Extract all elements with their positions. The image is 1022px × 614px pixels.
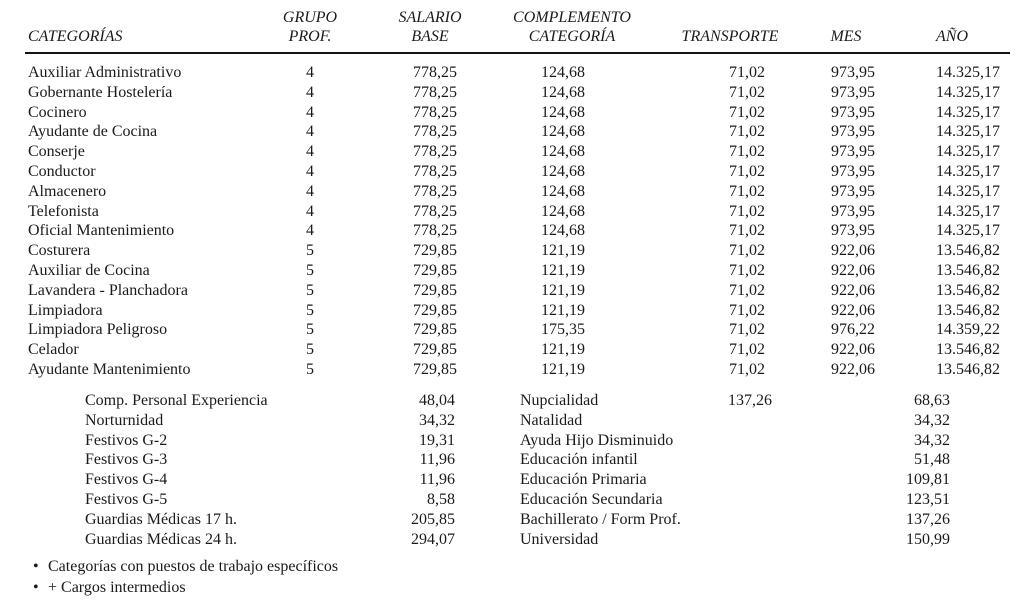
cell-categoria: Conductor	[28, 162, 96, 180]
cell-complemento-categoria: 121,19	[541, 242, 585, 260]
cell-ano: 14.325,17	[936, 202, 1000, 220]
cell-transporte: 71,02	[729, 202, 765, 220]
table-row	[0, 281, 1022, 301]
supplement-right-value: 150,99	[906, 530, 950, 548]
cell-mes: 973,95	[831, 64, 875, 81]
cell-complemento-categoria: 175,35	[541, 321, 585, 339]
supplement-row	[0, 411, 1022, 431]
supplement-row	[0, 510, 1022, 530]
cell-salario-base: 729,85	[413, 242, 457, 260]
cell-categoria: Auxiliar de Cocina	[28, 261, 150, 279]
cell-complemento-categoria: 124,68	[541, 182, 585, 200]
cell-complemento-categoria: 121,19	[541, 301, 585, 319]
supplement-right-label: Bachillerato / Form Prof.	[520, 510, 681, 528]
cell-complemento-categoria: 124,68	[541, 123, 585, 141]
cell-mes: 976,22	[831, 321, 875, 339]
table-row	[0, 142, 1022, 162]
cell-complemento-categoria: 121,19	[541, 360, 585, 378]
cell-categoria: Celador	[28, 341, 79, 359]
supplement-left-value: 11,96	[419, 451, 455, 469]
cell-grupo-prof: 4	[306, 182, 314, 200]
supplement-left-label: Norturnidad	[85, 411, 164, 429]
col-header-ano: AÑO	[936, 28, 968, 45]
cell-transporte: 71,02	[729, 162, 765, 180]
cell-categoria: Limpiadora	[28, 301, 103, 319]
cell-ano: 13.546,82	[936, 360, 1000, 378]
cell-complemento-categoria: 124,68	[541, 202, 585, 220]
supplement-left-label: Comp. Personal Experiencia	[85, 392, 268, 409]
cell-salario-base: 729,85	[413, 360, 457, 378]
cell-ano: 14.325,17	[936, 222, 1000, 240]
cell-salario-base: 778,25	[413, 143, 457, 161]
cell-salario-base: 729,85	[413, 321, 457, 339]
col-header-categorias: CATEGORÍAS	[28, 28, 123, 45]
cell-transporte: 71,02	[729, 301, 765, 319]
cell-categoria: Ayudante Mantenimiento	[28, 360, 191, 378]
supplement-left-label: Festivos G-3	[85, 451, 168, 469]
cell-salario-base: 778,25	[413, 222, 457, 240]
cell-grupo-prof: 4	[306, 103, 314, 121]
supplement-left-label: Festivos G-2	[85, 431, 168, 449]
supplement-left-value: 294,07	[411, 530, 455, 548]
cell-ano: 13.546,82	[936, 242, 1000, 260]
cell-salario-base: 729,85	[413, 281, 457, 299]
cell-complemento-categoria: 124,68	[541, 143, 585, 161]
supplement-right-label: Educación Secundaria	[520, 490, 663, 508]
cell-grupo-prof: 4	[306, 123, 314, 141]
footnote-text: + Cargos intermedios	[48, 579, 186, 596]
cell-grupo-prof: 5	[306, 242, 314, 260]
cell-categoria: Gobernante Hostelería	[28, 83, 173, 101]
supplement-right-value: 137,26	[906, 510, 950, 528]
cell-transporte: 71,02	[729, 341, 765, 359]
supplement-right-label: Natalidad	[520, 411, 583, 429]
cell-transporte: 71,02	[729, 83, 765, 101]
col-header-salario-line2: BASE	[411, 28, 449, 45]
cell-mes: 973,95	[831, 222, 875, 240]
cell-categoria: Costurera	[28, 242, 91, 260]
cell-ano: 13.546,82	[936, 301, 1000, 319]
cell-grupo-prof: 4	[306, 64, 314, 81]
cell-ano: 14.325,17	[936, 123, 1000, 141]
cell-categoria: Limpiadora Peligroso	[28, 321, 168, 339]
table-row	[0, 182, 1022, 202]
supplement-left-value: 11,96	[419, 471, 455, 489]
cell-salario-base: 778,25	[413, 83, 457, 101]
cell-mes: 973,95	[831, 182, 875, 200]
cell-mes: 973,95	[831, 202, 875, 220]
cell-transporte: 71,02	[729, 222, 765, 240]
col-header-grupo-line2: PROF.	[288, 28, 332, 45]
cell-transporte: 71,02	[729, 182, 765, 200]
cell-grupo-prof: 4	[306, 83, 314, 101]
cell-complemento-categoria: 124,68	[541, 222, 585, 240]
cell-mes: 922,06	[831, 341, 875, 359]
cell-categoria: Ayudante de Cocina	[28, 123, 158, 141]
supplement-mid-value	[710, 411, 772, 431]
supplement-mid-value	[710, 450, 772, 470]
cell-categoria: Telefonista	[28, 202, 99, 220]
supplement-mid-value	[710, 510, 772, 530]
cell-grupo-prof: 4	[306, 202, 314, 220]
cell-salario-base: 778,25	[413, 64, 457, 81]
supplement-right-value: 123,51	[906, 490, 950, 508]
cell-grupo-prof: 4	[306, 222, 314, 240]
cell-ano: 13.546,82	[936, 261, 1000, 279]
table-row	[0, 63, 1022, 83]
cell-transporte: 71,02	[729, 103, 765, 121]
table-row	[0, 83, 1022, 103]
cell-transporte: 71,02	[729, 281, 765, 299]
cell-complemento-categoria: 124,68	[541, 103, 585, 121]
bullet-icon: •	[33, 579, 39, 596]
cell-ano: 14.325,17	[936, 103, 1000, 121]
col-header-complemento-line2: CATEGORÍA	[528, 28, 616, 45]
cell-mes: 922,06	[831, 261, 875, 279]
cell-transporte: 71,02	[729, 261, 765, 279]
table-row	[0, 241, 1022, 261]
supplement-row	[0, 391, 1022, 411]
footnote-line	[33, 556, 338, 577]
col-header-grupo-line1: GRUPO	[282, 9, 338, 26]
supplement-row	[0, 490, 1022, 510]
bullet-icon: •	[33, 558, 39, 575]
cell-grupo-prof: 5	[306, 301, 314, 319]
cell-mes: 922,06	[831, 301, 875, 319]
footnotes	[33, 556, 338, 598]
cell-ano: 14.325,17	[936, 64, 1000, 81]
cell-categoria: Oficial Mantenimiento	[28, 222, 175, 240]
cell-grupo-prof: 5	[306, 321, 314, 339]
table-row	[0, 360, 1022, 380]
supplement-left-value: 34,32	[419, 411, 455, 429]
cell-complemento-categoria: 121,19	[541, 281, 585, 299]
supplement-row	[0, 530, 1022, 550]
cell-ano: 14.325,17	[936, 162, 1000, 180]
col-header-mes: MES	[830, 28, 862, 45]
cell-transporte: 71,02	[729, 123, 765, 141]
cell-complemento-categoria: 124,68	[541, 162, 585, 180]
supplement-row	[0, 470, 1022, 490]
supplement-right-value: 51,48	[914, 451, 950, 469]
cell-categoria: Auxiliar Administrativo	[28, 64, 182, 81]
supplement-left-label: Guardias Médicas 17 h.	[85, 510, 237, 528]
cell-ano: 14.359,22	[936, 321, 1000, 339]
table-row	[0, 162, 1022, 182]
cell-grupo-prof: 5	[306, 281, 314, 299]
cell-salario-base: 729,85	[413, 341, 457, 359]
supplement-right-label: Educación Primaria	[520, 471, 647, 489]
supplement-right-value: 34,32	[914, 411, 950, 429]
supplement-left-label: Festivos G-5	[85, 490, 168, 508]
cell-ano: 14.325,17	[936, 143, 1000, 161]
cell-ano: 14.325,17	[936, 182, 1000, 200]
table-row	[0, 122, 1022, 142]
cell-grupo-prof: 5	[306, 341, 314, 359]
supplement-left-value: 8,58	[427, 490, 455, 508]
cell-salario-base: 778,25	[413, 123, 457, 141]
cell-complemento-categoria: 121,19	[541, 341, 585, 359]
cell-mes: 973,95	[831, 83, 875, 101]
table-row	[0, 202, 1022, 222]
cell-mes: 973,95	[831, 123, 875, 141]
footnote-text: Categorías con puestos de trabajo específicos	[48, 558, 339, 575]
table-row	[0, 103, 1022, 123]
supplement-row	[0, 431, 1022, 451]
footnote-line	[33, 577, 338, 598]
supplement-right-value: 34,32	[914, 431, 950, 449]
cell-grupo-prof: 4	[306, 143, 314, 161]
supplement-left-label: Festivos G-4	[85, 471, 168, 489]
supplement-mid-value	[710, 431, 772, 451]
cell-transporte: 71,02	[729, 143, 765, 161]
table-row	[0, 320, 1022, 340]
cell-salario-base: 729,85	[413, 301, 457, 319]
cell-mes: 973,95	[831, 143, 875, 161]
supplement-left-value: 19,31	[419, 431, 455, 449]
cell-transporte: 71,02	[729, 64, 765, 81]
cell-salario-base: 778,25	[413, 182, 457, 200]
supplement-right-label: Ayuda Hijo Disminuido	[520, 431, 674, 449]
cell-categoria: Cocinero	[28, 103, 87, 121]
col-header-complemento-line1: COMPLEMENTO	[513, 9, 631, 26]
table-row	[0, 221, 1022, 241]
table-row	[0, 261, 1022, 281]
cell-mes: 973,95	[831, 103, 875, 121]
cell-mes: 922,06	[831, 281, 875, 299]
cell-grupo-prof: 5	[306, 261, 314, 279]
cell-grupo-prof: 4	[306, 162, 314, 180]
supplement-row	[0, 450, 1022, 470]
supplements-section	[0, 391, 1022, 549]
cell-mes: 973,95	[831, 162, 875, 180]
table-row	[0, 301, 1022, 321]
supplement-mid-value	[710, 490, 772, 510]
cell-transporte: 71,02	[729, 360, 765, 378]
table-row	[0, 340, 1022, 360]
cell-categoria: Conserje	[28, 143, 85, 161]
cell-salario-base: 778,25	[413, 103, 457, 121]
supplement-left-value: 205,85	[411, 510, 455, 528]
supplement-left-label: Guardias Médicas 24 h.	[85, 530, 237, 548]
cell-transporte: 71,02	[729, 242, 765, 260]
supplement-mid-value	[710, 530, 772, 550]
table-body	[0, 63, 1022, 380]
cell-complemento-categoria: 121,19	[541, 261, 585, 279]
header-rule	[25, 52, 1010, 54]
cell-salario-base: 778,25	[413, 162, 457, 180]
cell-salario-base: 778,25	[413, 202, 457, 220]
supplement-right-value: 109,81	[906, 471, 950, 489]
cell-ano: 13.546,82	[936, 341, 1000, 359]
supplement-right-value: 68,63	[914, 392, 950, 409]
cell-transporte: 71,02	[729, 321, 765, 339]
supplement-left-value: 48,04	[419, 392, 455, 409]
cell-ano: 14.325,17	[936, 83, 1000, 101]
col-header-transporte: TRANSPORTE	[681, 28, 779, 45]
supplement-right-label: Universidad	[520, 530, 599, 548]
supplement-mid-value	[710, 470, 772, 490]
cell-complemento-categoria: 124,68	[541, 64, 585, 81]
cell-ano: 13.546,82	[936, 281, 1000, 299]
supplement-right-label: Educación infantil	[520, 451, 638, 469]
cell-grupo-prof: 5	[306, 360, 314, 378]
cell-categoria: Lavandera - Planchadora	[28, 281, 188, 299]
cell-complemento-categoria: 124,68	[541, 83, 585, 101]
cell-salario-base: 729,85	[413, 261, 457, 279]
supplement-mid-value: 137,26	[728, 392, 772, 409]
cell-mes: 922,06	[831, 242, 875, 260]
cell-categoria: Almacenero	[28, 182, 107, 200]
col-header-salario-line1: SALARIO	[398, 9, 462, 26]
supplement-right-label: Nupcialidad	[520, 392, 599, 409]
cell-mes: 922,06	[831, 360, 875, 378]
